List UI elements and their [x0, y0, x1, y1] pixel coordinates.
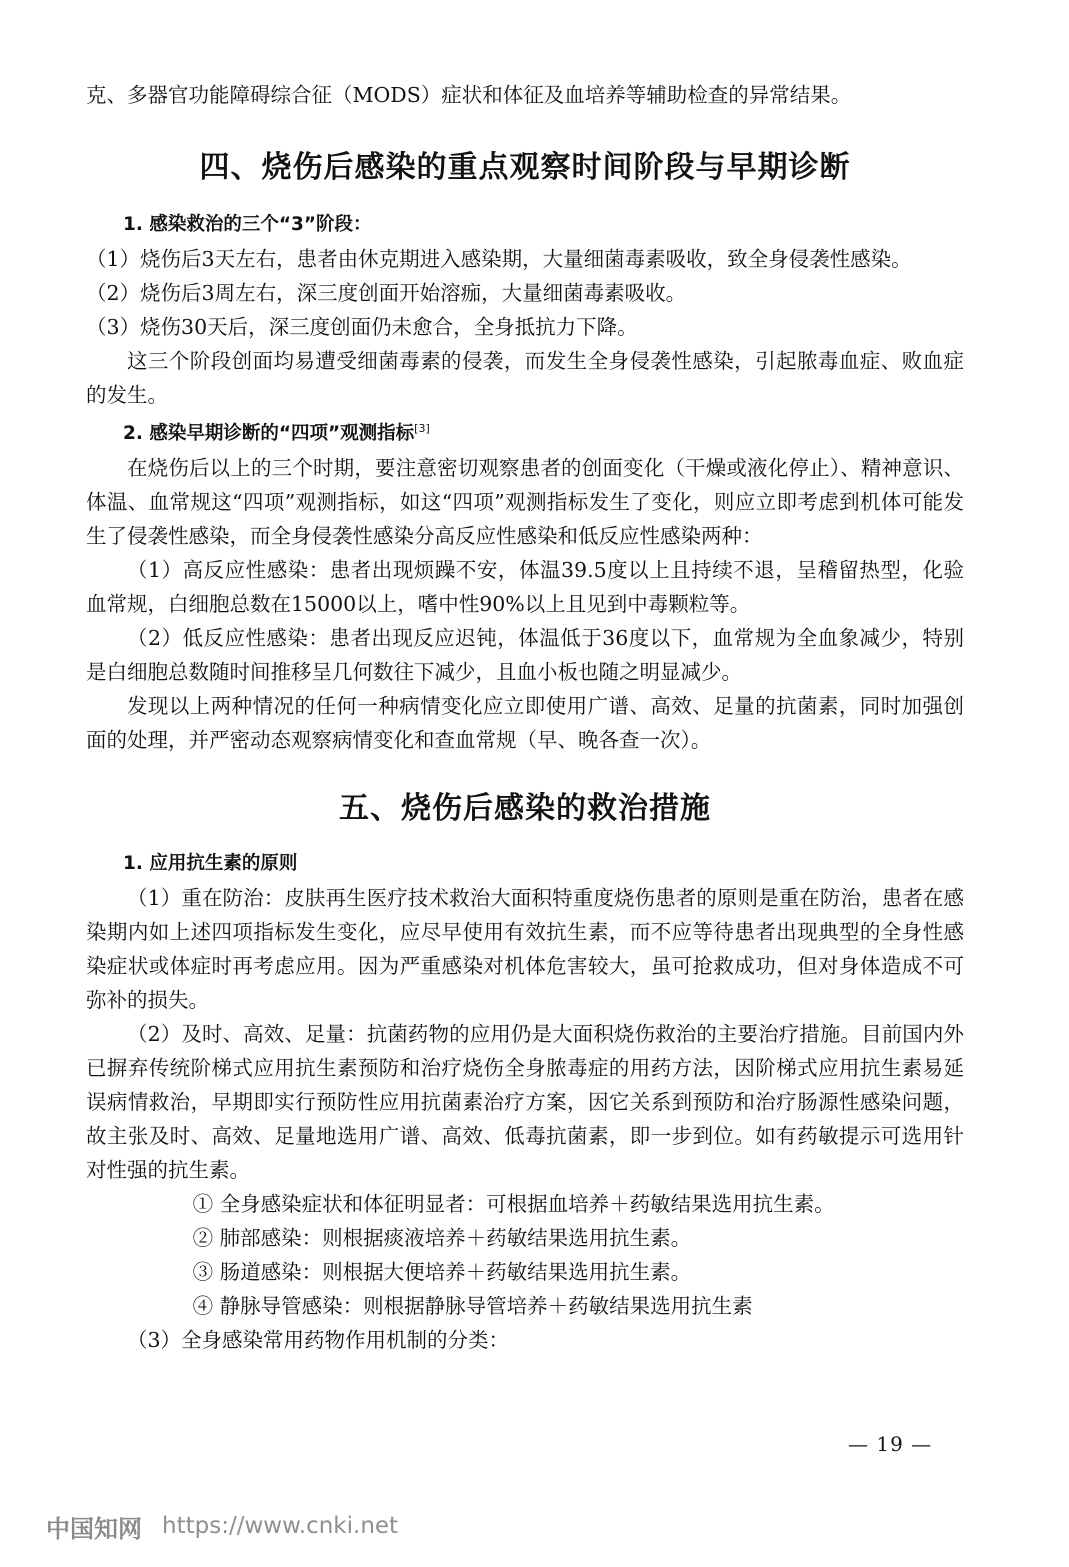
section-5-heading-1: 1. 应用抗生素的原则 [123, 853, 298, 875]
paragraph: （2）低反应性感染：患者出现反应迟钝，体温低于36度以下，血常规为全血象减少，特别是白细胞总数随时间推移呈几何数往下减少，且血小板也随之明显减少。 [86, 626, 964, 685]
list-item: （3）烧伤30天后，深三度创面仍未愈合，全身抵抗力下降。 [86, 315, 638, 339]
intro-line: 克、多器官功能障碍综合征（MODS）症状和体征及血培养等辅助检查的异常结果。 [86, 83, 852, 107]
cnki-brand: 中国知网 [46, 1514, 142, 1543]
paragraph: 发现以上两种情况的任何一种病情变化应立即使用广谱、高效、足量的抗菌素，同时加强创面的处理，并严密动态观察病情变化和查血常规（早、晚各查一次）。 [86, 694, 964, 753]
section-4-heading-1: 1. 感染救治的三个“3”阶段： [123, 214, 372, 235]
citation-ref: [3] [414, 422, 430, 435]
section-4-heading-2 [86, 412, 964, 451]
cnki-url: https://www.cnki.net [162, 1513, 399, 1539]
section-5-title: 五、烧伤后感染的救治措施 [339, 791, 711, 827]
page-content [86, 78, 964, 1357]
section-4-title: 四、烧伤后感染的重点观察时间阶段与早期诊断 [199, 150, 851, 185]
circled-list-item: ④ 静脉导管感染：则根据静脉导管培养＋药敏结果选用抗生素 [192, 1294, 753, 1319]
list-item: （2）烧伤后3周左右，深三度创面开始溶痂，大量细菌毒素吸收。 [86, 281, 687, 305]
footer-watermark [46, 1506, 398, 1546]
paragraph: （3）全身感染常用药物作用机制的分类： [127, 1328, 510, 1353]
circled-list-item: ③ 肠道感染：则根据大便培养＋药敏结果选用抗生素。 [192, 1260, 692, 1285]
circled-list-item: ② 肺部感染：则根据痰液培养＋药敏结果选用抗生素。 [192, 1226, 692, 1251]
paragraph: （1）高反应性感染：患者出现烦躁不安，体温39.5度以上且持续不退，呈稽留热型，化验血常规，白细胞总数在15000以上，嗜中性90%以上且见到中毒颗粒等。 [86, 558, 964, 617]
paragraph: 在烧伤后以上的三个时期，要注意密切观察患者的创面变化（干燥或液化停止）、精神意识、体温、血常规这“四项”观测指标，如这“四项”观测指标发生了变化，则应立即考虑到机体可能发生了侵袭性感染，而全身侵袭性感染分高反应性感染和低反应性感染两种： [86, 456, 964, 549]
paragraph: （1）重在防治：皮肤再生医疗技术救治大面积特重度烧伤患者的原则是重在防治，患者在感染期内如上述四项指标发生变化，应尽早使用有效抗生素，而不应等待患者出现典型的全身性感染症状或体症时再考虑应用。因为严重感染对机体危害较大，虽可抢救成功，但对身体造成不可弥补的损失。 [86, 886, 964, 1013]
list-item: （1）烧伤后3天左右，患者由休克期进入感染期，大量细菌毒素吸收，致全身侵袭性感染。 [86, 247, 912, 271]
circled-list-item: ① 全身感染症状和体征明显者：可根据血培养＋药敏结果选用抗生素。 [192, 1192, 835, 1217]
section-4-summary: 这三个阶段创面均易遭受细菌毒素的侵袭，而发生全身侵袭性感染，引起脓毒血症、败血症的发生。 [86, 349, 964, 407]
heading-text: 2. 感染早期诊断的“四项”观测指标 [123, 423, 415, 445]
page-number: — 19 — [848, 1432, 933, 1456]
paragraph: （2）及时、高效、足量：抗菌药物的应用仍是大面积烧伤救治的主要治疗措施。目前国内外已摒弃传统阶梯式应用抗生素预防和治疗烧伤全身脓毒症的用药方法，因阶梯式应用抗生素易延误病情救治，早期即实行预防性应用抗菌素治疗方案，因它关系到预防和治疗肠源性感染问题，故主张及时、高效、足量地选用广谱、高效、低毒抗菌素，即一步到位。如有药敏提示可选用针对性强的抗生素。 [86, 1022, 964, 1183]
